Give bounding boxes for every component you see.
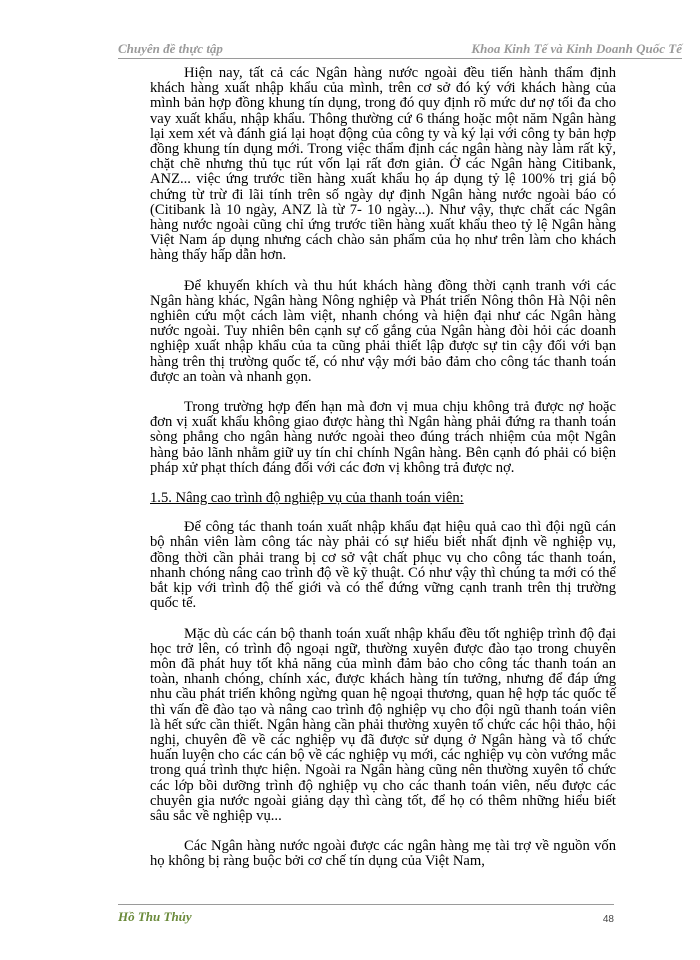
paragraph: Để khuyến khích và thu hút khách hàng đồng thời cạnh tranh với các Ngân hàng khác, Ngân hàng Nông nghiệp và Phát triển Nông thôn Hà Nội nên nghiên cứu một cách làm việt, nhanh chóng và hiện đại như các Ngân hàng nước ngoài. Tuy nhiên bên cạnh sự cố gắng của Ngân hàng đòi hỏi các doanh nghiệp xuất nhập khẩu của ta cũng phải thiết lập được sự tin cậy đối với bạn hàng trên thị trường quốc tế, có như vậy mới bảo đảm cho công tác thanh toán được an toàn và nhanh gọn. [150, 277, 616, 385]
paragraph: Hiện nay, tất cả các Ngân hàng nước ngoài đều tiến hành thẩm định khách hàng xuất nhập khẩu của mình, trên cơ sở đó ký với khách hàng của mình bản hợp đồng khung tín dụng, trong đó quy định rõ mức dư nợ tối đa cho vay xuất khẩu, nhập khẩu. Thông thường cứ 6 tháng hoặc một năm Ngân hàng lại xem xét và đánh giá lại hoạt động của công ty và ký lại với công ty bản hợp đồng khung tín dụng mới. Trong việc thẩm định các ngân hàng này làm rất kỹ, chặt chẽ nhưng thủ tục rút vốn lại rất đơn giản. Ở các Ngân hàng Citibank, ANZ... việc ứng trước tiền hàng xuất khẩu họ áp dụng tỷ lệ 100% trị giá bộ chứng từ trừ đi lãi tính trên số ngày dự định Ngân hàng nước ngoài báo có (Citibank là 10 ngày, ANZ là từ 7- 10 ngày...). Như vậy, thực chất các Ngân hàng nước ngoài cũng chỉ ứng trước tiền hàng xuất khẩu theo tỷ lệ Ngân hàng Việt Nam áp dụng nhưng cách chào sản phẩm của họ như trên làm cho khách hàng thấy hấp dẫn hơn. [150, 65, 616, 264]
paragraph: Mặc dù các cán bộ thanh toán xuất nhập khẩu đều tốt nghiệp trình độ đại học trở lên, có trình độ ngoại ngữ, thường xuyên được đào tạo trong chuyên môn đã phát huy tốt khả năng của mình đảm bảo cho công tác thanh toán an toàn, nhanh chóng, chính xác, được khách hàng tín tưởng, nhưng để đáp ứng nhu cầu phát triển không ngừng quan hệ ngoại thương, quan hệ hợp tác quốc tế thì vấn đề đào tạo và nâng cao trình độ nghiệp vụ cho đội ngũ thanh toán viên là hết sức cần thiết. Ngân hàng cần phải thường xuyên tổ chức các hội thảo, hội nghị, chuyên đề về các nghiệp vụ đã được sử dụng ở Ngân hàng và tổ chức huấn luyện cho các cán bộ về các nghiệp vụ mới, các nghiệp vụ còn vướng mắc trong quá trình thực hiện. Ngoài ra Ngân hàng cũng nên thường xuyên tổ chức các lớp bồi dưỡng trình độ nghiệp vụ cho các thanh toán viên, nếu được các chuyên gia nước ngoài giảng dạy thì càng tốt, để họ có thêm những hiểu biết sâu sắc về nghiệp vụ... [150, 625, 616, 824]
footer-author: Hồ Thu Thủy [118, 909, 192, 924]
paragraph: Trong trường hợp đến hạn mà đơn vị mua chịu không trả được nợ hoặc đơn vị xuất khẩu không giao được hàng thì Ngân hàng phải đứng ra thanh toán sòng phẳng cho ngân hàng nước ngoài theo đúng trách nhiệm của một Ngân hàng bảo lãnh nhằm giữ uy tín chỉ chính Ngân hàng. Bên cạnh đó phải có biện pháp xử phạt thích đáng đối với các đơn vị không trả được nợ. [150, 399, 616, 476]
page-footer [118, 904, 614, 925]
section-heading: 1.5. Nâng cao trình độ nghiệp vụ của thanh toán viên: [150, 490, 464, 507]
document-body [150, 66, 616, 885]
header-right-title: Khoa Kinh Tế và Kinh Doanh Quốc Tế [471, 41, 682, 56]
header-left-title: Chuyên đề thực tập [118, 41, 223, 56]
page-header [118, 40, 682, 59]
page-number: 48 [602, 914, 614, 925]
paragraph: Các Ngân hàng nước ngoài được các ngân hàng mẹ tài trợ về nguồn vốn họ không bị ràng buộc bởi cơ chế tín dụng của Việt Nam, [150, 838, 616, 870]
paragraph: Để công tác thanh toán xuất nhập khẩu đạt hiệu quả cao thì đội ngũ cán bộ nhân viên làm công tác này phải có sự hiểu biết nhất định về nghiệp vụ, đồng thời cần phải trang bị cơ sở vật chất phục vụ cho công tác thanh toán, nhanh chóng nâng cao trình độ về kỹ thuật. Có như vậy thì chúng ta mới có thể bắt kịp với trình độ thế giới và có thể đứng vững cạnh tranh trên thị trường quốc tế. [150, 519, 616, 612]
